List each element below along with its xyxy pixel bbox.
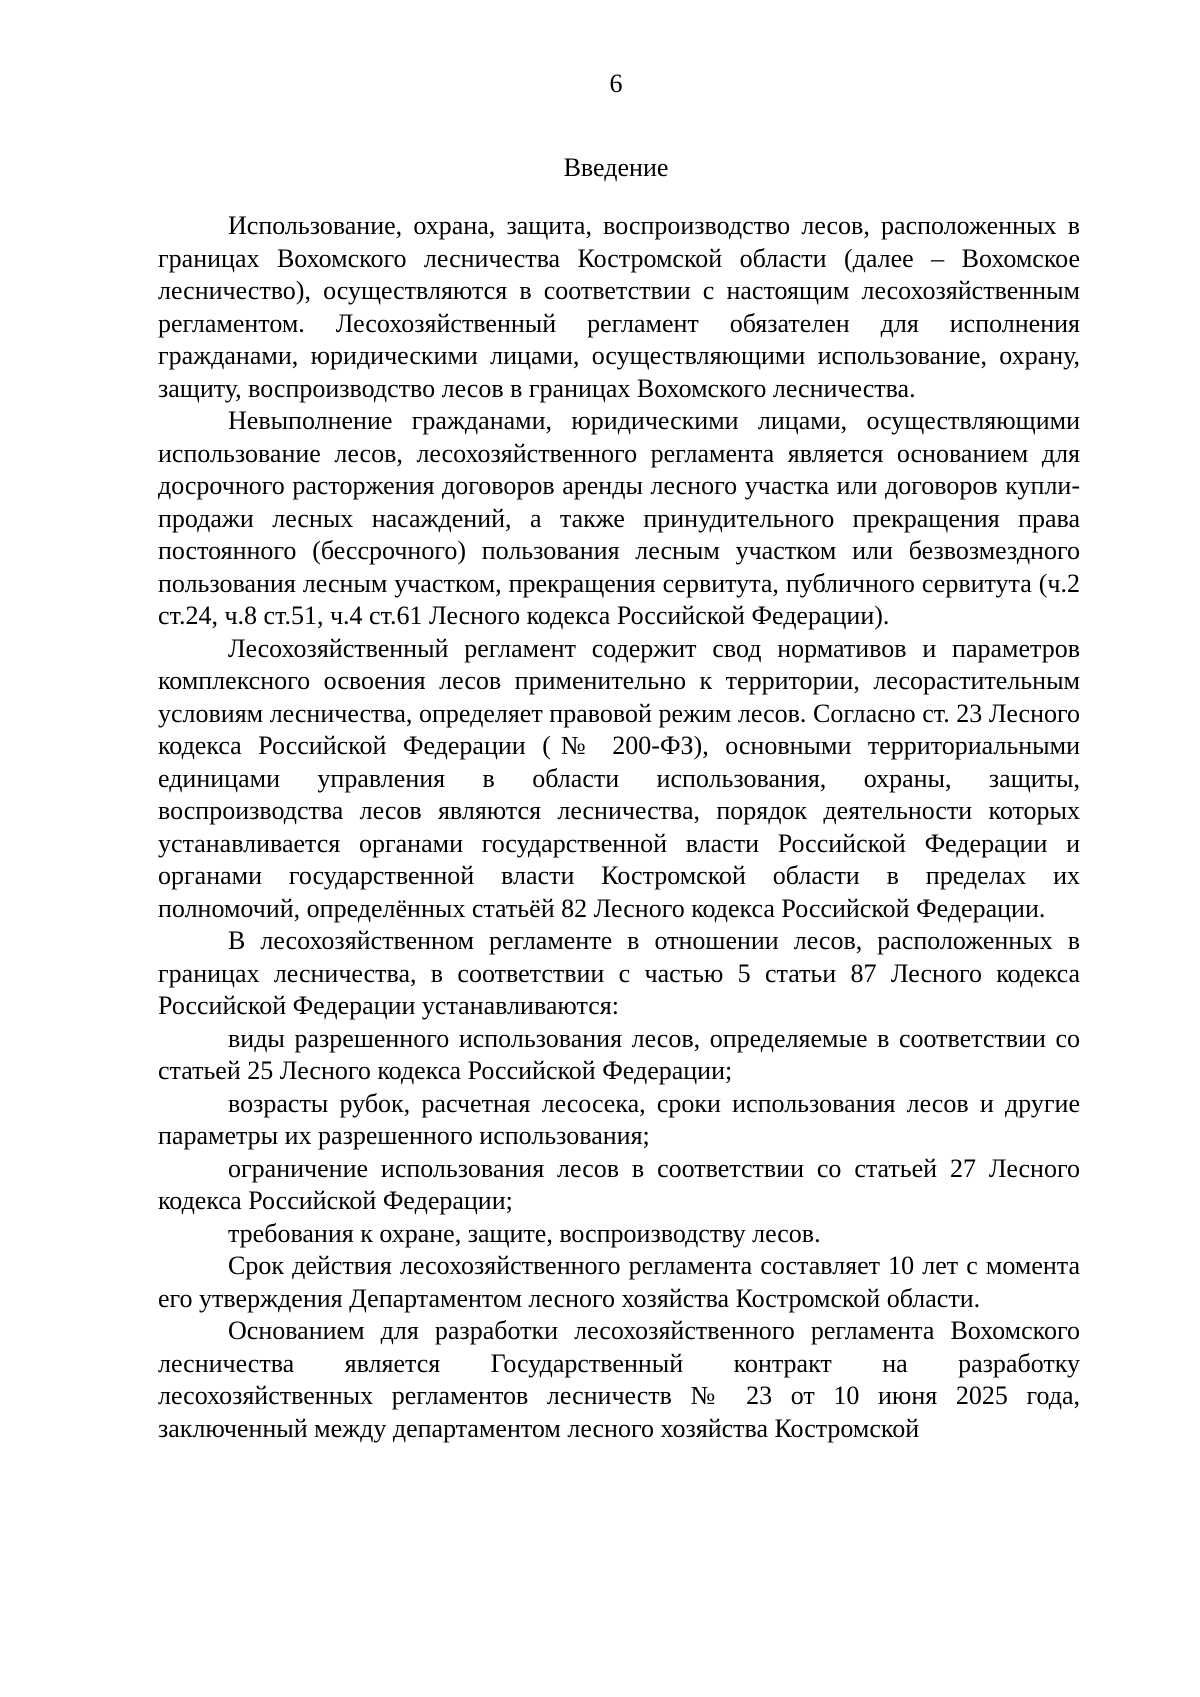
list-item-protection-requirements: требования к охране, защите, воспроизводству лесов. — [228, 1218, 821, 1248]
list-item-usage-restrictions: ограничение использования лесов в соответствии со статьей 27 Лесного кодекса Российской Федерации; — [158, 1153, 1080, 1215]
paragraph-usage-regulation: Использование, охрана, защита, воспроизводство лесов, расположенных в границах Вохомского лесничества Костромской области (далее – Вохомское лесничество), осуществляются в соответствии с настоящим лесохозяйственным регламентом. Лесохозяйственный регламент обязателен для исполнения гражданами, юридическими лицами, осуществляющими использование, охрану, защиту, воспроизводство лесов в границах Вохомского лесничества. — [158, 211, 1080, 403]
paragraph-validity-period: Срок действия лесохозяйственного регламента составляет 10 лет с момента его утверждения Департаментом лесного хозяйства Костромской области. — [158, 1251, 1080, 1313]
paragraph-regulation-content: Лесохозяйственный регламент содержит свод нормативов и параметров комплексного освоения лесов применительно к территории, лесорастительным условиям лесничества, определяет правовой режим лесов. Согласно ст. 23 Лесного кодекса Российской Федерации (№ 200-ФЗ), основными территориальными единицами управления в области использования, охраны, защиты, воспроизводства лесов являются лесничества, порядок деятельности которых устанавливается органами государственной власти Российской Федерации и органами государственной власти Костромской области в пределах их полномочий, определённых статьёй 82 Лесного кодекса Российской Федерации. — [158, 633, 1080, 923]
list-item-cutting-ages: возрасты рубок, расчетная лесосека, сроки использования лесов и другие параметры их разрешенного использования; — [158, 1088, 1080, 1150]
body-text — [158, 210, 1080, 1445]
paragraph-non-compliance: Невыполнение гражданами, юридическими лицами, осуществляющими использование лесов, лесохозяйственного регламента является основанием для досрочного расторжения договоров аренды лесного участка или договоров купли-продажи лесных насаждений, а также принудительного прекращения права постоянного (бессрочного) пользования лесным участком или безвозмездного пользования лесным участком, прекращения сервитута, публичного сервитута (ч.2 ст.24, ч.8 ст.51, ч.4 ст.61 Лесного кодекса Российской Федерации). — [158, 406, 1080, 630]
list-item-usage-types: виды разрешенного использования лесов, определяемые в соответствии со статьей 25 Лесного кодекса Российской Федерации; — [158, 1023, 1080, 1085]
page-number: 6 — [609, 69, 623, 98]
paragraph-contract-basis: Основанием для разработки лесохозяйственного регламента Вохомского лесничества является Государственный контракт на разработку лесохозяйственных регламентов лесничеств № 23 от 10 июня 2025 года, заключенный между департаментом лесного хозяйства Костромской — [158, 1316, 1080, 1443]
paragraph-established-items: В лесохозяйственном регламенте в отношении лесов, расположенных в границах лесничества, в соответствии с частью 5 статьи 87 Лесного кодекса Российской Федерации устанавливаются: — [158, 926, 1080, 1020]
section-heading: Введение — [563, 153, 669, 182]
